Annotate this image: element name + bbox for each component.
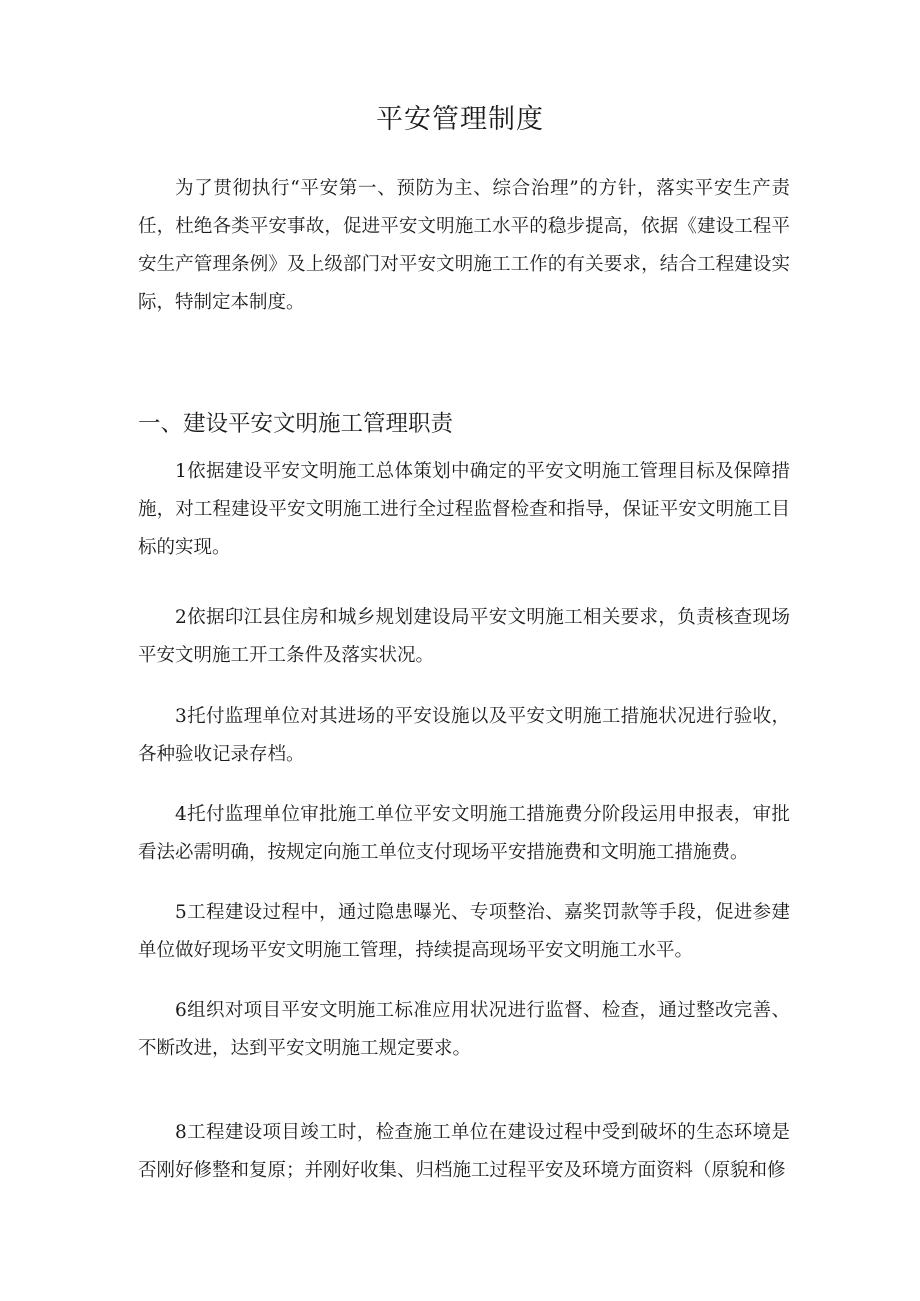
list-item: 1依据建设平安文明施工总体策划中确定的平安文明施工管理目标及保障措施，对工程建设平安文明施工进行全过程监督检查和指导，保证平安文明施工目标的实现。 <box>138 461 790 558</box>
page-title: 平安管理制度 <box>376 104 544 135</box>
list-item: 6组织对项目平安文明施工标准应用状况进行监督、检查，通过整改完善、不断改进，达到平安文明施工规定要求。 <box>138 1000 790 1059</box>
list-item: 2依据印江县住房和城乡规划建设局平安文明施工相关要求，负责核查现场平安文明施工开工条件及落实状况。 <box>138 607 790 666</box>
list-item: 4托付监理单位审批施工单位平安文明施工措施费分阶段运用申报表，审批看法必需明确，按规定向施工单位支付现场平安措施费和文明施工措施费。 <box>138 804 790 863</box>
list-item: 8工程建设项目竣工时，检查施工单位在建设过程中受到破坏的生态环境是否刚好修整和复原；并刚好收集、归档施工过程平安及环境方面资料（原貌和修 <box>138 1122 790 1181</box>
intro-paragraph: 为了贯彻执行“平安第一、预防为主、综合治理”的方针，落实平安生产责任，杜绝各类平安事故，促进平安文明施工水平的稳步提高，依据《建设工程平安生产管理条例》及上级部门对平安文明施工工作的有关要求，结合工程建设实际，特制定本制度。 <box>138 178 790 313</box>
list-item: 3托付监理单位对其进场的平安设施以及平安文明施工措施状况进行验收，各种验收记录存档。 <box>138 706 790 765</box>
list-item: 5工程建设过程中，通过隐患曝光、专项整治、嘉奖罚款等手段，促进参建单位做好现场平安文明施工管理，持续提高现场平安文明施工水平。 <box>138 902 790 961</box>
section-heading: 一、建设平安文明施工管理职责 <box>138 411 454 437</box>
